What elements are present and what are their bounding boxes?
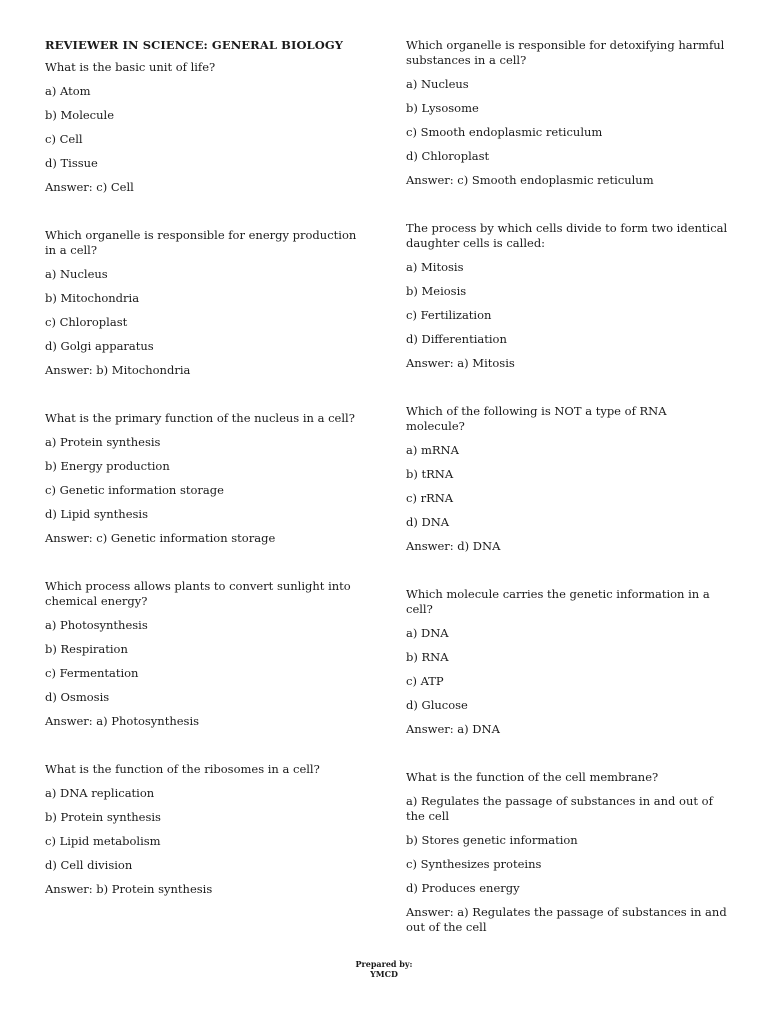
author-initials: YMCD: [370, 969, 398, 979]
correct-answer: Answer: c) Genetic information storage: [45, 531, 276, 545]
question-block: [45, 762, 365, 897]
answer-option: b) Protein synthesis: [45, 810, 161, 824]
answer-option: c) Synthesizes proteins: [406, 857, 542, 871]
correct-answer: Answer: a) Photosynthesis: [45, 714, 200, 728]
answer-option: a) Nucleus: [406, 77, 469, 91]
prepared-by-label: Prepared by:: [355, 959, 413, 969]
answer-option: c) Smooth endoplasmic reticulum: [406, 125, 603, 139]
answer-option: d) Golgi apparatus: [45, 339, 154, 353]
correct-answer: Answer: d) DNA: [406, 539, 501, 553]
answer-option: c) Fermentation: [45, 666, 139, 680]
answer-option: b) Respiration: [45, 642, 128, 656]
answer-option: c) rRNA: [406, 491, 454, 505]
answer-option: a) Regulates the passage of substances in and out of the cell: [406, 794, 713, 823]
right-column: [406, 38, 728, 968]
answer-option: a) Atom: [45, 84, 91, 98]
footer: [0, 959, 768, 979]
question-text: What is the basic unit of life?: [45, 60, 216, 74]
question-block: [406, 770, 728, 935]
answer-option: d) Produces energy: [406, 881, 520, 895]
answer-option: d) Glucose: [406, 698, 468, 712]
left-column: [45, 38, 365, 930]
answer-option: b) Meiosis: [406, 284, 467, 298]
answer-option: a) Photosynthesis: [45, 618, 148, 632]
answer-option: d) Cell division: [45, 858, 133, 872]
answer-option: c) Chloroplast: [45, 315, 128, 329]
question-text: Which of the following is NOT a type of RNA molecule?: [406, 404, 667, 433]
question-text: What is the function of the cell membrane?: [406, 770, 659, 784]
answer-option: b) Lysosome: [406, 101, 479, 115]
question-text: What is the function of the ribosomes in a cell?: [45, 762, 320, 776]
answer-option: d) Differentiation: [406, 332, 507, 346]
document-title: REVIEWER IN SCIENCE: GENERAL BIOLOGY: [45, 38, 344, 52]
correct-answer: Answer: a) Regulates the passage of substances in and out of the cell: [406, 905, 727, 934]
correct-answer: Answer: b) Protein synthesis: [45, 882, 213, 896]
left-question-list: [45, 60, 365, 897]
correct-answer: Answer: a) Mitosis: [406, 356, 515, 370]
answer-option: b) Energy production: [45, 459, 170, 473]
question-text: What is the primary function of the nucleus in a cell?: [45, 411, 355, 425]
answer-option: c) Lipid metabolism: [45, 834, 161, 848]
answer-option: b) Molecule: [45, 108, 115, 122]
answer-option: d) Osmosis: [45, 690, 110, 704]
answer-option: b) tRNA: [406, 467, 454, 481]
answer-option: d) Lipid synthesis: [45, 507, 148, 521]
correct-answer: Answer: a) DNA: [406, 722, 500, 736]
answer-option: a) mRNA: [406, 443, 459, 457]
answer-option: a) Nucleus: [45, 267, 108, 281]
right-question-list: [406, 38, 728, 935]
answer-option: c) ATP: [406, 674, 444, 688]
question-block: [45, 579, 365, 729]
answer-option: a) Protein synthesis: [45, 435, 161, 449]
answer-option: c) Fertilization: [406, 308, 492, 322]
answer-option: d) Chloroplast: [406, 149, 490, 163]
correct-answer: Answer: c) Smooth endoplasmic reticulum: [406, 173, 654, 187]
answer-option: c) Genetic information storage: [45, 483, 224, 497]
question-text: Which process allows plants to convert sunlight into chemical energy?: [45, 579, 351, 608]
answer-option: a) Mitosis: [406, 260, 464, 274]
question-block: [406, 38, 728, 188]
answer-option: d) Tissue: [45, 156, 98, 170]
answer-option: a) DNA replication: [45, 786, 155, 800]
answer-option: b) Mitochondria: [45, 291, 140, 305]
answer-option: c) Cell: [45, 132, 83, 146]
question-block: [406, 221, 728, 371]
question-block: [406, 587, 728, 737]
answer-option: b) RNA: [406, 650, 449, 664]
question-text: Which molecule carries the genetic information in a cell?: [406, 587, 710, 616]
question-block: [406, 404, 728, 554]
question-text: Which organelle is responsible for energy production in a cell?: [45, 228, 357, 257]
question-block: [45, 60, 365, 195]
correct-answer: Answer: b) Mitochondria: [45, 363, 191, 377]
question-block: [45, 411, 365, 546]
answer-option: a) DNA: [406, 626, 449, 640]
question-text: The process by which cells divide to form two identical daughter cells is called:: [406, 221, 728, 250]
answer-option: b) Stores genetic information: [406, 833, 578, 847]
answer-option: d) DNA: [406, 515, 450, 529]
question-text: Which organelle is responsible for detoxifying harmful substances in a cell?: [406, 38, 725, 67]
correct-answer: Answer: c) Cell: [45, 180, 134, 194]
question-block: [45, 228, 365, 378]
